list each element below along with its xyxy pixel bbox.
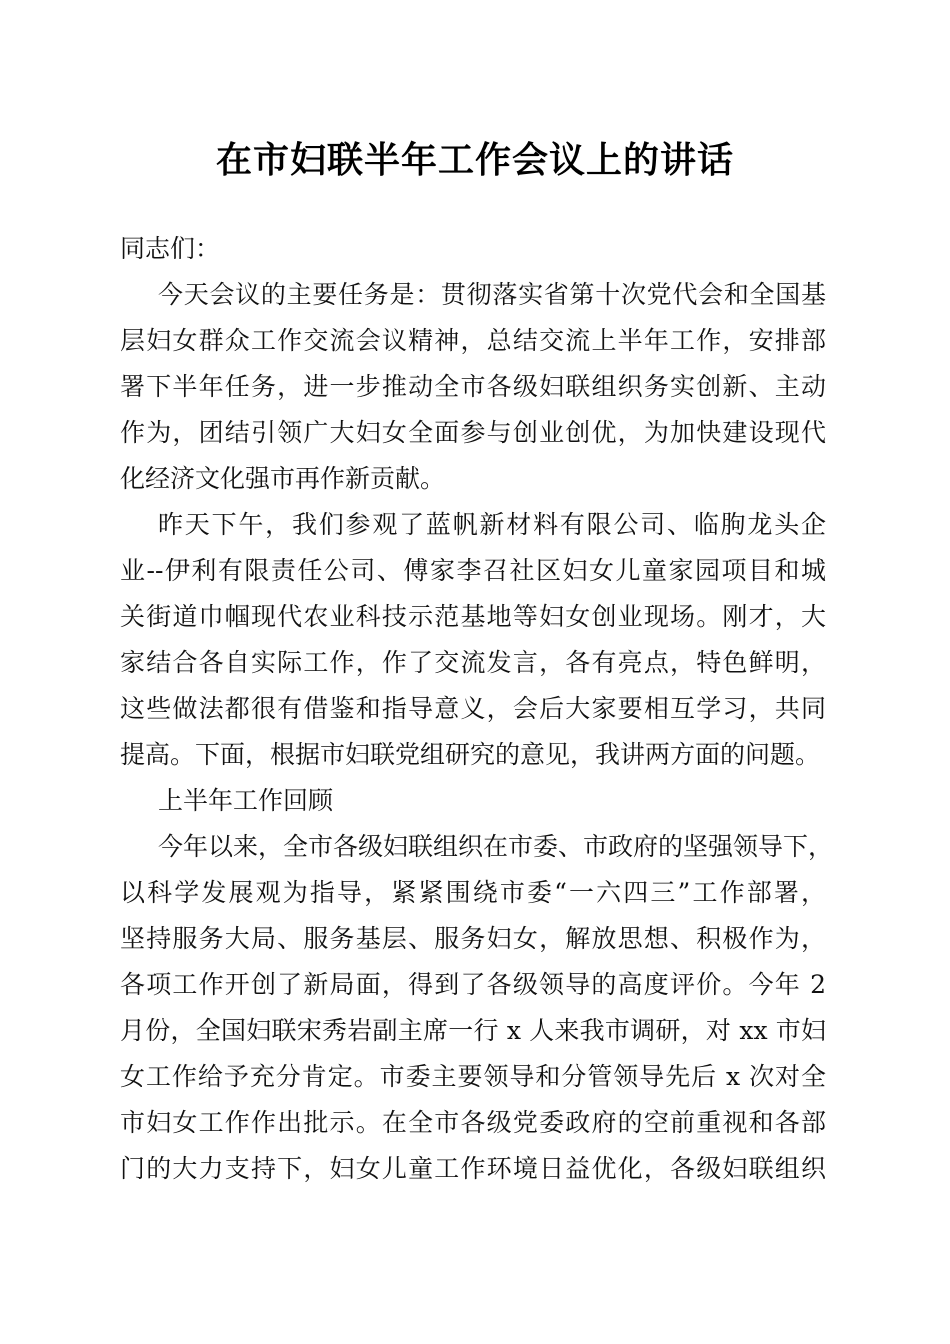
- paragraph-line: 业--伊利有限责任公司、傅家李召社区妇女儿童家园项目和城: [120, 556, 826, 585]
- paragraph-line: 家结合各自实际工作，作了交流发言，各有亮点，特色鲜明，: [120, 648, 826, 677]
- paragraph-line: 提高。下面，根据市妇联党组研究的意见，我讲两方面的问题。: [120, 740, 821, 769]
- paragraph-line: 各项工作开创了新局面，得到了各级领导的高度评价。今年 2: [120, 970, 826, 999]
- paragraph-line: 作为，团结引领广大妇女全面参与创业创优，为加快建设现代: [120, 418, 826, 447]
- paragraph-line: 今年以来，全市各级妇联组织在市委、市政府的坚强领导下，: [158, 832, 834, 861]
- paragraph-line: 这些做法都很有借鉴和指导意义，会后大家要相互学习，共同: [120, 694, 826, 723]
- paragraph-line: 化经济文化强市再作新贡献。: [120, 464, 446, 493]
- paragraph-line: 月份，全国妇联宋秀岩副主席一行 x 人来我市调研，对 xx 市妇: [120, 1016, 826, 1045]
- section-heading: 上半年工作回顾: [158, 786, 334, 815]
- document-title: 在市妇联半年工作会议上的讲话: [215, 139, 734, 181]
- paragraph-line: 门的大力支持下，妇女儿童工作环境日益优化，各级妇联组织: [120, 1154, 826, 1183]
- paragraph-line: 坚持服务大局、服务基层、服务妇女，解放思想、积极作为，: [120, 924, 826, 953]
- paragraph-line: 今天会议的主要任务是：贯彻落实省第十次党代会和全国基: [158, 280, 826, 309]
- document-body: [120, 226, 834, 1192]
- paragraph-line: 女工作给予充分肯定。市委主要领导和分管领导先后 x 次对全: [120, 1062, 826, 1091]
- paragraph-line: 昨天下午，我们参观了蓝帆新材料有限公司、临朐龙头企: [158, 510, 826, 539]
- paragraph-line: 层妇女群众工作交流会议精神，总结交流上半年工作，安排部: [120, 326, 826, 355]
- paragraph-line: 以科学发展观为指导，紧紧围绕市委“一六四三”工作部署，: [120, 878, 826, 907]
- paragraph-line: 关街道巾帼现代农业科技示范基地等妇女创业现场。刚才，大: [120, 602, 826, 631]
- paragraph-line: 市妇女工作作出批示。在全市各级党委政府的空前重视和各部: [120, 1108, 826, 1137]
- salutation: 同志们：: [120, 234, 221, 263]
- paragraph-line: 署下半年任务，进一步推动全市各级妇联组织务实创新、主动: [120, 372, 826, 401]
